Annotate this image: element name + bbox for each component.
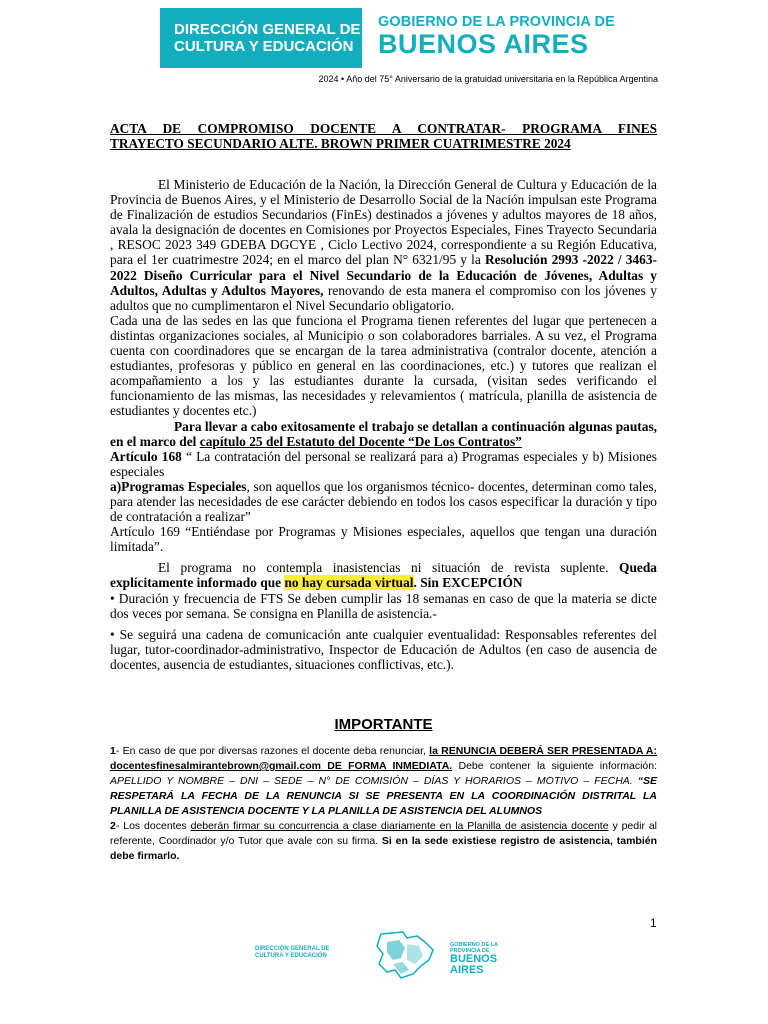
header-logos bbox=[160, 8, 622, 68]
paragraph-ministerio: El Ministerio de Educación de la Nación, la Dirección General de Cultura y Educación de la Provincia de Buenos Aires, y el Ministerio de Desarrollo Social de la Nación impulsan este Programa de Finalización de estudios Secundarios (FinEs) destinados a jóvenes y adultos mayores de 18 años, avala la designación de docentes en Comisiones por Proyectos Especiales, Fines Trayecto Secundaria , RESOC 2023 349 GDEBA DGCYE , Ciclo Lectivo 2024, correspondiente a su Región Educativa, para el 1er cuatrimestre 2024; en el marco del plan N° 6321/95 y la Resolución 2993 -2022 / 3463- 2022 Diseño Curricular para el Nivel Secundario de la Educación de Jóvenes, Adultas y Adultos, Adultas y Adultos Mayores, renovando de esta manera el compromiso con los jóvenes y adultos que no cumplimentaron el Nivel Secundario obligatorio. bbox=[110, 177, 658, 313]
highlight-no-virtual: no hay cursada virtual bbox=[284, 575, 414, 591]
paragraph-articulo-168: Artículo 168 “ La contratación del personal se realizará para a) Programas especiales y b) Misiones especiales bbox=[110, 448, 657, 479]
document-title bbox=[110, 121, 657, 151]
year-motto: 2024 • Año del 75° Aniversario de la gratuidad universitaria en la República Argentina bbox=[318, 74, 658, 84]
buenos-aires-logo: GOBIERNO DE LA PROVINCIA DE BUENOS AIRES bbox=[378, 14, 615, 59]
page-number: 1 bbox=[650, 916, 657, 930]
footer-ba-logo: GOBIERNO DE LA PROVINCIA DE BUENOS AIRES bbox=[450, 942, 498, 976]
province-map-icon bbox=[373, 930, 437, 980]
bullet-comunicacion: • Se seguirá una cadena de comunicación ante cualquier eventualidad: Responsables referentes del lugar, tutor-coordinador-administrativo, Inspector de Educación de Adultos (en caso de ausencia de docentes, ausencia de estudiantes, situaciones conflictivas, etc.). bbox=[110, 626, 657, 672]
paragraph-sedes: Cada una de las sedes en las que funciona el Programa tienen referentes del lugar que pertenecen a distintas organizaciones sociales, al Municipio o son colaboradores barriales. A su vez, el Programa cuenta con coordinadores que se encargan de la tarea administrativa (contralor docente, atención a estudiantes, profesoras y público en general en las coordinaciones, etc.) y tutores que realizan el acompañamiento a los y las estudiantes durante la cursada, (visitan sedes verificando el funcionamiento de las mismas, las necesidades y relevamientos ( matrícula, planilla de asistencia de estudiantes y docentes etc.) bbox=[110, 312, 657, 419]
importante-item-1: 1- En caso de que por diversas razones el docente deba renunciar, la RENUNCIA DEBERÁ SER PRESENTADA A: docentesfinesalmirantebrown@gmail.com DE FORMA INMEDIATA. Debe contener la siguiente información: APELLIDO Y NOMBRE – DNI – SEDE – N° DE COMISIÓN – DÍAS Y HORARIOS – MOTIVO – FECHA. “SE RESPETARÁ LA FECHA DE LA RENUNCIA SI SE PRESENTA EN LA COORDINACIÓN DISTRITAL LA PLANILLA DE ASISTENCIA DOCENTE Y LA PLANILLA DE ASISTENCIA DEL ALUMNOS bbox=[110, 745, 657, 817]
bullet-duracion: • Duración y frecuencia de FTS Se deben cumplir las 18 semanas en caso de que la materia se dicte dos veces por semana. Se consigna en Planilla de asistencia.- bbox=[110, 590, 657, 621]
resignation-email: la RENUNCIA DEBERÁ SER PRESENTADA A: docentesfinesalmirantebrown@gmail.com DE FORMA INMEDIATA. bbox=[110, 745, 657, 772]
paragraph-programas-especiales: a)Programas Especiales, son aquellos que los organismos técnico- docentes, determinan como tales, para atender las necesidades de ese carácter debiendo en todos los casos especificar la duración y tipo de contratación a realizar” bbox=[110, 478, 657, 525]
title-line-2: TRAYECTO SECUNDARIO ALTE. BROWN PRIMER CUATRIMESTRE 2024 bbox=[110, 136, 571, 151]
paragraph-pautas: Para llevar a cabo exitosamente el trabajo se detallan a continuación algunas pautas, en el marco del capítulo 25 del Estatuto del Docente “De Los Contratos” bbox=[110, 418, 657, 449]
footer-logos bbox=[255, 930, 515, 980]
importante-section bbox=[110, 744, 657, 864]
importante-item-2: 2- Los docentes deberán firmar su concurrencia a clase diariamente en la Planilla de asistencia docente y pedir al referente, Coordinador y/o Tutor que avale con su firma. Si en la sede existiese registro de asistencia, también debe firmarlo. bbox=[110, 820, 658, 862]
paragraph-articulo-169: Artículo 169 “Entiéndase por Programas y Misiones especiales, aquellos que tengan una duración limitada”. bbox=[110, 524, 657, 555]
title-line-1: ACTA DE COMPROMISO DOCENTE A CONTRATAR- PROGRAMA FINES bbox=[110, 121, 657, 136]
document-body bbox=[110, 177, 657, 672]
importante-heading: IMPORTANTE bbox=[334, 716, 433, 733]
dgce-logo: DIRECCIÓN GENERAL DE CULTURA Y EDUCACIÓN bbox=[160, 8, 362, 68]
footer-dgce-logo: DIRECCIÓN GENERAL DE CULTURA Y EDUCACIÓN bbox=[255, 946, 330, 959]
paragraph-inasistencias: El programa no contempla inasistencias ni situación de revista suplente. Queda explícitamente informado que no hay cursada virtual. Sin EXCEPCIÓN bbox=[110, 560, 657, 591]
